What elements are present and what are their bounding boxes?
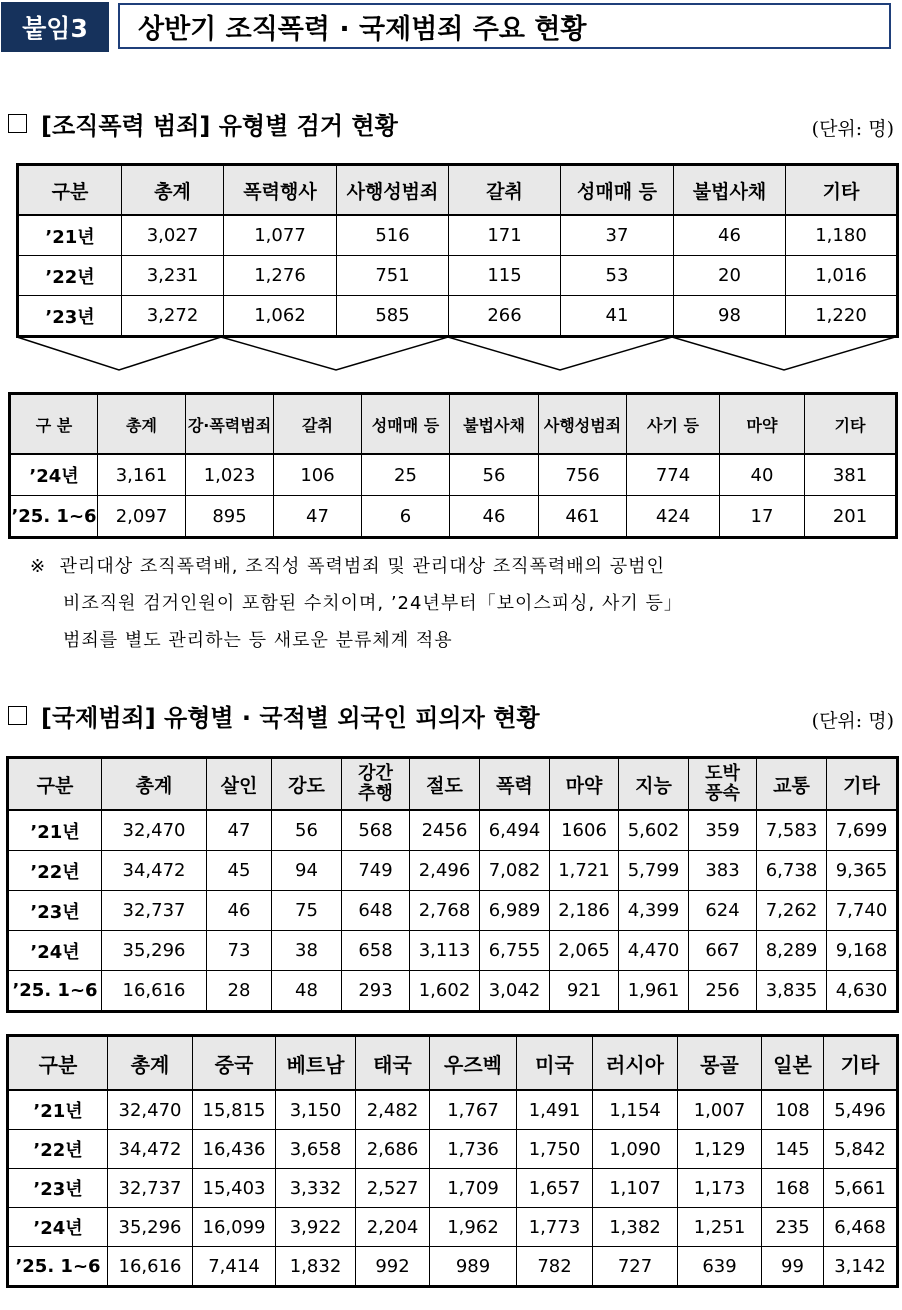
column-header: 사행성범죄 (337, 165, 449, 216)
table-cell: 53 (561, 256, 674, 296)
row-label: ’22년 (18, 256, 122, 296)
table-cell: 201 (805, 496, 897, 538)
table-row (8, 810, 898, 851)
column-header: 갈취 (274, 394, 362, 455)
table-cell: 99 (762, 1247, 824, 1287)
column-header: 지능 (619, 758, 689, 811)
unit-label: (단위: 명) (811, 118, 894, 140)
row-label: ’25. 1~6 (8, 1247, 108, 1287)
column-header: 불법사채 (674, 165, 786, 216)
footnote-line-3: 범죄를 별도 관리하는 등 새로운 분류체계 적용 (63, 630, 453, 651)
attachment-tag: 붙임3 (1, 2, 109, 52)
table-cell: 1,491 (517, 1090, 593, 1130)
page-header (0, 0, 902, 56)
table-cell: 9,168 (827, 931, 898, 971)
table-cell: 2,065 (550, 931, 619, 971)
footnote-line-2: 비조직원 검거인원이 포함된 수치이며, ’24년부터「보이스피싱, 사기 등」 (63, 593, 683, 614)
table-cell: 5,496 (824, 1090, 898, 1130)
table-cell: 16,616 (108, 1247, 193, 1287)
table-row (8, 1247, 898, 1287)
table-cell: 7,583 (757, 810, 827, 851)
table-cell: 921 (550, 971, 619, 1012)
table-cell: 585 (337, 296, 449, 337)
section-title-org-crime: [조직폭력 범죄] 유형별 검거 현황 (8, 106, 398, 141)
column-header: 성매매 등 (561, 165, 674, 216)
table-cell: 3,161 (98, 454, 186, 496)
table-cell: 106 (274, 454, 362, 496)
table-cell: 1,961 (619, 971, 689, 1012)
table-cell: 7,262 (757, 891, 827, 931)
table-cell: 20 (674, 256, 786, 296)
table-cell: 4,399 (619, 891, 689, 931)
table-cell: 75 (272, 891, 342, 931)
row-label: ’24년 (10, 454, 98, 496)
table-cell: 1,173 (678, 1169, 762, 1208)
table-cell: 73 (207, 931, 272, 971)
table-row (18, 256, 898, 296)
table-cell: 5,842 (824, 1130, 898, 1169)
table-cell: 2,768 (410, 891, 480, 931)
column-header: 갈취 (449, 165, 561, 216)
column-header: 사기 등 (627, 394, 720, 455)
page-title: 상반기 조직폭력 · 국제범죄 주요 현황 (118, 3, 891, 49)
table-header-row (10, 394, 897, 455)
table-row (8, 1130, 898, 1169)
org-crime-table-2024-2025 (8, 392, 898, 539)
table-row (10, 496, 897, 538)
row-label: ’22년 (8, 851, 102, 891)
table-cell: 1,736 (430, 1130, 517, 1169)
table-cell: 461 (539, 496, 627, 538)
table-cell: 516 (337, 215, 449, 256)
table-cell: 749 (342, 851, 410, 891)
row-label: ’24년 (8, 931, 102, 971)
table-cell: 1,773 (517, 1208, 593, 1247)
checkbox-square-icon (8, 114, 27, 133)
table-row (8, 971, 898, 1012)
table-connector-arrows (16, 336, 896, 374)
table-cell: 359 (689, 810, 757, 851)
column-header: 러시아 (593, 1036, 678, 1091)
table-cell: 1,750 (517, 1130, 593, 1169)
table-cell: 751 (337, 256, 449, 296)
column-header: 일본 (762, 1036, 824, 1091)
table-cell: 15,403 (193, 1169, 276, 1208)
row-label: ’21년 (8, 1090, 108, 1130)
column-header: 베트남 (276, 1036, 356, 1091)
table-cell: 756 (539, 454, 627, 496)
column-header: 기타 (824, 1036, 898, 1091)
org-crime-table-2021-2023 (16, 163, 899, 338)
column-header: 기타 (805, 394, 897, 455)
table-cell: 1,382 (593, 1208, 678, 1247)
table-cell: 2,186 (550, 891, 619, 931)
table-cell: 7,740 (827, 891, 898, 931)
table-cell: 47 (207, 810, 272, 851)
table-cell: 6,989 (480, 891, 550, 931)
column-header: 도박 풍속 (689, 758, 757, 811)
section-title-intl-crime: [국제범죄] 유형별 · 국적별 외국인 피의자 현황 (8, 698, 540, 733)
table-cell: 992 (356, 1247, 430, 1287)
table-cell: 727 (593, 1247, 678, 1287)
column-header: 폭력 (480, 758, 550, 811)
table-cell: 2,097 (98, 496, 186, 538)
table-cell: 108 (762, 1090, 824, 1130)
column-header: 구 분 (10, 394, 98, 455)
table-cell: 2,686 (356, 1130, 430, 1169)
row-label: ’22년 (8, 1130, 108, 1169)
table-cell: 424 (627, 496, 720, 538)
column-header: 마약 (550, 758, 619, 811)
table-cell: 168 (762, 1169, 824, 1208)
table-cell: 256 (689, 971, 757, 1012)
column-header: 강간 추행 (342, 758, 410, 811)
row-label: ’21년 (18, 215, 122, 256)
table-row (8, 1169, 898, 1208)
table-cell: 1,062 (224, 296, 337, 337)
table-cell: 46 (674, 215, 786, 256)
table-cell: 3,658 (276, 1130, 356, 1169)
table-header-row (18, 165, 898, 216)
column-header: 총계 (98, 394, 186, 455)
table-cell: 34,472 (108, 1130, 193, 1169)
table-cell: 383 (689, 851, 757, 891)
table-cell: 6,494 (480, 810, 550, 851)
row-label: ’23년 (8, 891, 102, 931)
table-cell: 3,042 (480, 971, 550, 1012)
table-cell: 2,482 (356, 1090, 430, 1130)
table-cell: 658 (342, 931, 410, 971)
table-cell: 1,107 (593, 1169, 678, 1208)
column-header: 절도 (410, 758, 480, 811)
column-header: 기타 (786, 165, 898, 216)
table-cell: 895 (186, 496, 274, 538)
column-header: 총계 (102, 758, 207, 811)
table-cell: 639 (678, 1247, 762, 1287)
table-cell: 94 (272, 851, 342, 891)
column-header: 중국 (193, 1036, 276, 1091)
table-cell: 46 (207, 891, 272, 931)
table-cell: 1,016 (786, 256, 898, 296)
table-cell: 32,470 (108, 1090, 193, 1130)
table-cell: 774 (627, 454, 720, 496)
table-cell: 4,470 (619, 931, 689, 971)
table-cell: 5,661 (824, 1169, 898, 1208)
table-cell: 35,296 (108, 1208, 193, 1247)
table-cell: 7,082 (480, 851, 550, 891)
table-cell: 28 (207, 971, 272, 1012)
column-header: 교통 (757, 758, 827, 811)
table-cell: 3,922 (276, 1208, 356, 1247)
column-header: 마약 (720, 394, 805, 455)
column-header: 강·폭력범죄 (186, 394, 274, 455)
column-header: 불법사채 (450, 394, 539, 455)
table-cell: 25 (362, 454, 450, 496)
table-cell: 568 (342, 810, 410, 851)
table-cell: 1,251 (678, 1208, 762, 1247)
table-cell: 16,616 (102, 971, 207, 1012)
row-label: ’25. 1~6 (8, 971, 102, 1012)
table-cell: 34,472 (102, 851, 207, 891)
column-header: 사행성범죄 (539, 394, 627, 455)
table-cell: 6,738 (757, 851, 827, 891)
table-cell: 4,630 (827, 971, 898, 1012)
table-row (8, 1090, 898, 1130)
footnote (30, 548, 900, 659)
intl-crime-by-nationality-table (6, 1034, 899, 1288)
table-cell: 7,414 (193, 1247, 276, 1287)
table-cell: 40 (720, 454, 805, 496)
column-header: 성매매 등 (362, 394, 450, 455)
table-cell: 32,470 (102, 810, 207, 851)
column-header: 태국 (356, 1036, 430, 1091)
table-cell: 56 (450, 454, 539, 496)
table-cell: 37 (561, 215, 674, 256)
row-label: ’24년 (8, 1208, 108, 1247)
column-header: 몽골 (678, 1036, 762, 1091)
table-cell: 171 (449, 215, 561, 256)
table-cell: 47 (274, 496, 362, 538)
table-cell: 3,142 (824, 1247, 898, 1287)
table-cell: 2,204 (356, 1208, 430, 1247)
table-row (18, 215, 898, 256)
table-header-row (8, 758, 898, 811)
table-cell: 266 (449, 296, 561, 337)
table-cell: 48 (272, 971, 342, 1012)
table-cell: 8,289 (757, 931, 827, 971)
table-cell: 667 (689, 931, 757, 971)
table-cell: 145 (762, 1130, 824, 1169)
table-cell: 41 (561, 296, 674, 337)
table-row (18, 296, 898, 337)
table-cell: 235 (762, 1208, 824, 1247)
table-cell: 38 (272, 931, 342, 971)
table-cell: 5,799 (619, 851, 689, 891)
table-cell: 3,835 (757, 971, 827, 1012)
table-row (8, 891, 898, 931)
row-label: ’21년 (8, 810, 102, 851)
column-header: 구분 (8, 758, 102, 811)
table-row (8, 931, 898, 971)
intl-crime-by-type-table (6, 756, 899, 1013)
table-cell: 989 (430, 1247, 517, 1287)
table-cell: 2,496 (410, 851, 480, 891)
column-header: 미국 (517, 1036, 593, 1091)
table-cell: 1,180 (786, 215, 898, 256)
table-cell: 2456 (410, 810, 480, 851)
table-cell: 1,077 (224, 215, 337, 256)
table-cell: 1,276 (224, 256, 337, 296)
column-header: 구분 (8, 1036, 108, 1091)
table-cell: 6,755 (480, 931, 550, 971)
table-cell: 17 (720, 496, 805, 538)
table-cell: 1,154 (593, 1090, 678, 1130)
row-label: ’23년 (8, 1169, 108, 1208)
table-cell: 1,129 (678, 1130, 762, 1169)
column-header: 총계 (108, 1036, 193, 1091)
table-cell: 1,023 (186, 454, 274, 496)
table-cell: 1,007 (678, 1090, 762, 1130)
table-cell: 45 (207, 851, 272, 891)
column-header: 폭력행사 (224, 165, 337, 216)
table-cell: 56 (272, 810, 342, 851)
table-cell: 15,815 (193, 1090, 276, 1130)
table-cell: 3,272 (122, 296, 224, 337)
table-cell: 98 (674, 296, 786, 337)
table-cell: 1,602 (410, 971, 480, 1012)
table-cell: 46 (450, 496, 539, 538)
footnote-line-1: ※ 관리대상 조직폭력배, 조직성 폭력범죄 및 관리대상 조직폭력배의 공범인 (30, 556, 665, 577)
table-cell: 648 (342, 891, 410, 931)
table-cell: 16,436 (193, 1130, 276, 1169)
table-cell: 7,699 (827, 810, 898, 851)
table-cell: 1,709 (430, 1169, 517, 1208)
table-cell: 3,027 (122, 215, 224, 256)
table-cell: 782 (517, 1247, 593, 1287)
table-cell: 35,296 (102, 931, 207, 971)
column-header: 살인 (207, 758, 272, 811)
table-cell: 6,468 (824, 1208, 898, 1247)
table-cell: 115 (449, 256, 561, 296)
row-label: ’23년 (18, 296, 122, 337)
table-row (8, 851, 898, 891)
table-cell: 16,099 (193, 1208, 276, 1247)
unit-label: (단위: 명) (811, 710, 894, 732)
table-cell: 3,113 (410, 931, 480, 971)
column-header: 구분 (18, 165, 122, 216)
row-label: ’25. 1~6 (10, 496, 98, 538)
table-cell: 1,767 (430, 1090, 517, 1130)
table-cell: 6 (362, 496, 450, 538)
column-header: 우즈벡 (430, 1036, 517, 1091)
table-cell: 5,602 (619, 810, 689, 851)
table-cell: 293 (342, 971, 410, 1012)
table-row (8, 1208, 898, 1247)
table-cell: 1,962 (430, 1208, 517, 1247)
table-cell: 381 (805, 454, 897, 496)
table-cell: 1,657 (517, 1169, 593, 1208)
table-cell: 2,527 (356, 1169, 430, 1208)
table-cell: 9,365 (827, 851, 898, 891)
table-row (10, 454, 897, 496)
column-header: 총계 (122, 165, 224, 216)
table-cell: 1,090 (593, 1130, 678, 1169)
column-header: 강도 (272, 758, 342, 811)
table-cell: 3,150 (276, 1090, 356, 1130)
table-cell: 3,332 (276, 1169, 356, 1208)
table-cell: 1,721 (550, 851, 619, 891)
table-cell: 32,737 (102, 891, 207, 931)
table-header-row (8, 1036, 898, 1091)
table-cell: 3,231 (122, 256, 224, 296)
table-cell: 1,220 (786, 296, 898, 337)
table-cell: 32,737 (108, 1169, 193, 1208)
checkbox-square-icon (8, 706, 27, 725)
table-cell: 624 (689, 891, 757, 931)
table-cell: 1,832 (276, 1247, 356, 1287)
table-cell: 1606 (550, 810, 619, 851)
column-header: 기타 (827, 758, 898, 811)
